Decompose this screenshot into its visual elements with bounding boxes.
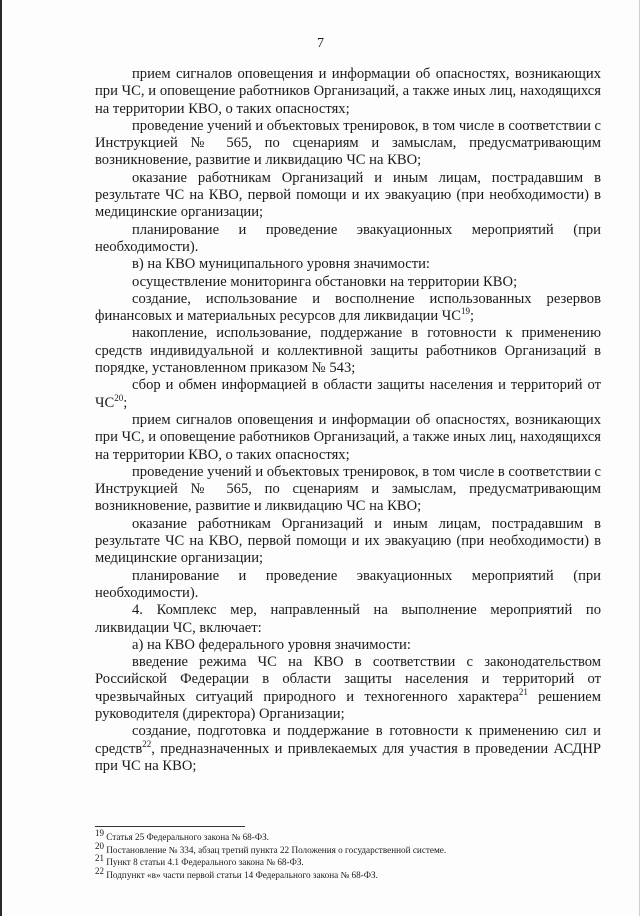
paragraph: а) на КВО федерального уровня значимости: [132, 636, 411, 653]
footnote-divider [95, 826, 245, 827]
footnotes [95, 826, 601, 881]
paragraph: осуществление мониторинга обстановки на территории КВО; [132, 273, 518, 290]
paragraph: 4. Комплекс мер, направленный на выполнение мероприятий по ликвидации ЧС, включает: [95, 602, 601, 636]
footnote: $^{21}$ Пункт 8 статьи 4.1 Федерального закона № 68-ФЗ. [95, 853, 304, 868]
footnote: $^{22}$ Подпункт «в» части первой статьи 14 Федерального закона № 68-ФЗ. [95, 865, 378, 880]
paragraph: накопление, использование, поддержание в готовности к применению средств индивидуальной и коллективной защиты работников Организаций в порядке, установленном приказом № 543; [95, 325, 601, 377]
footnote-ref: 21 [518, 686, 528, 697]
paragraph: прием сигналов оповещения и информации об опасностях, возникающих при ЧС, и оповещение работников Организаций, а также иных лиц, находящихся на территории КВО, о таких опасностях; [95, 411, 601, 463]
paragraph: введение режима ЧС на КВО в соответствии с законодательством Российской Федерации в области защиты населения и территорий от чрезвычайных ситуаций природного и техногенного характера$^{21}$ решением руководителя (директора) Организации; [95, 654, 601, 722]
paragraph: проведение учений и объектовых тренировок, в том числе в соответствии с Инструкцией № 565, по сценариям и замыслам, предусматривающим возникновение, развитие и ликвидацию ЧС на КВО; [95, 463, 602, 515]
footnote: $^{20}$ Постановление № 334, абзац третий пункта 22 Положения о государственной системе. [95, 840, 447, 855]
footnote: $^{19}$ Статья 25 Федерального закона № 68-ФЗ. [95, 827, 269, 842]
page-number: 7 [317, 36, 324, 51]
document-body [95, 66, 601, 775]
paragraph: планирование и проведение эвакуационных мероприятий (при необходимости). [95, 221, 601, 255]
paragraph: в) на КВО муниципального уровня значимости: [132, 256, 430, 273]
footnote-ref: 22 [142, 738, 152, 749]
paragraph: оказание работникам Организаций и иным лицам, пострадавшим в результате ЧС на КВО, первой помощи и их эвакуацию (при необходимости) в медицинские организации; [95, 169, 601, 221]
paragraph: сбор и обмен информацией в области защиты населения и территорий от ЧС$^{20}$; [95, 377, 601, 411]
footnote-ref: 19 [461, 306, 471, 317]
paragraph: планирование и проведение эвакуационных мероприятий (при необходимости). [95, 567, 601, 601]
paragraph: прием сигналов оповещения и информации об опасностях, возникающих при ЧС, и оповещение работников Организаций, а также иных лиц, находящихся на территории КВО, о таких опасностях; [95, 66, 601, 117]
paragraph: оказание работникам Организаций и иным лицам, пострадавшим в результате ЧС на КВО, первой помощи и их эвакуацию (при необходимости) в медицинские организации; [95, 515, 601, 567]
paragraph: проведение учений и объектовых тренировок, в том числе в соответствии с Инструкцией № 565, по сценариям и замыслам, предусматривающим возникновение, развитие и ликвидацию ЧС на КВО; [95, 117, 602, 169]
footnote-ref: 20 [114, 392, 124, 403]
paragraph: создание, подготовка и поддержание в готовности к применению сил и средств$^{22}$, предназначенных и привлекаемых для участия в проведении АСДНР при ЧС на КВО; [95, 723, 601, 774]
paragraph: создание, использование и восполнение использованных резервов финансовых и материальных ресурсов для ликвидации ЧС$^{19}$; [95, 290, 601, 325]
